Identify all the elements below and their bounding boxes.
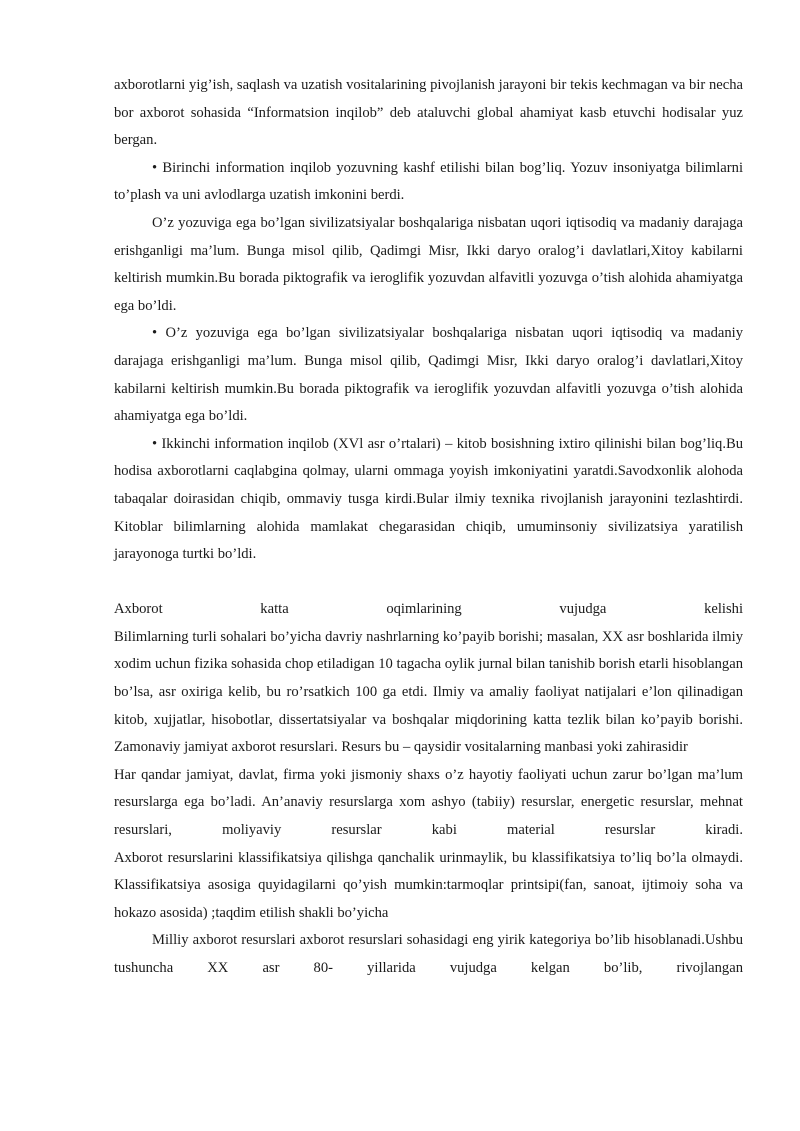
- paragraph-writing-civilizations: O’z yozuviga ega bo’lgan sivilizatsiyalar boshqalariga nisbatan uqori iqtisodiq va madaniy darajaga erishganligi ma’lum. Bunga misol qilib, Qadimgi Misr, Ikki daryo oralog’i davlatlari,Xitoy kabilarni keltirish mumkin.Bu borada piktografik va ieroglifik yozuvdan alfavitli yozuvga o’tish alohida ahamiyatga ega bo’ldi.: [114, 214, 743, 314]
- bullet-first-revolution: • Birinchi information inqilob yozuvning kashf etilishi bilan bog’liq. Yozuv insoniyatga bilimlarni to’plash va uni avlodlarga uzatish imkonini berdi.: [114, 155, 743, 210]
- bullet-writing-civilizations: • O’z yozuviga ega bo’lgan sivilizatsiyalar boshqalariga nisbatan uqori iqtisodiq va madaniy darajaga erishganligi ma’lum. Bunga misol qilib, Qadimgi Misr, Ikki daryo oralog’i davlatlari,Xitoy kabilarni keltirish mumkin.Bu borada piktografik va ieroglifik yozuvdan alfavitli yozuvga o’tish alohida ahamiyatga ega bo’ldi.: [114, 320, 743, 430]
- paragraph-modern-resources: Zamonaviy jamiyat axborot resurslari. Resurs bu – qaysidir vositalarning manbasi yoki zahirasidir: [114, 739, 688, 756]
- paragraph-traditional-resources: Har qandar jamiyat, davlat, firma yoki jismoniy shaxs o’z hayotiy faoliyati uchun zarur bo’lgan ma’lum resurslarga ega bo’ladi. An’anaviy resurslarga xom ashyo (tabiiy) resurslar, energetic resurslar, mehnat resurslari, moliyaviy resurslar kabi material resurslar kiradi.: [114, 766, 743, 839]
- paragraph-periodicals: Bilimlarning turli sohalari bo’yicha davriy nashrlarning ko’payib borishi; masalan, XX asr boshlarida ilmiy xodim uchun fizika sohasida chop etiladigan 10 tagacha oylik jurnal bilan tanishib borish etarli hisoblangan bo’lsa, asr oxiriga kelib, bu ro’rsatkich 100 ga etdi. Ilmiy va amaliy faoliyat natijalari e’lon qilinadigan kitob, xujjatlar, hisobotlar, dissertatsiyalar va boshqalar miqdorining katta tezlik bilan ko’payib borishi.: [114, 628, 743, 728]
- bullet-second-revolution: • Ikkinchi information inqilob (XVl asr o’rtalari) – kitob bosishning ixtiro qilinishi bilan bog’liq.Bu hodisa axborotlarni caqlabgina qolmay, ularni ommaga yoyish imkoniyatini yaratdi.Savodxonlik alohoda tabaqalar doirasidan chiqib, ommaviy tusga kirdi.Bular ilmiy texnika rivojlanish jarayonini tezlashtirdi. Kitoblar bilimlarning alohida mamlakat chegarasidan chiqib, umuminsoniy sivilizatsiya yaratilish jarayonoga turtki bo’ldi.: [114, 431, 743, 569]
- heading-information-flows: Axborot katta oqimlarining vujudga kelishi: [114, 601, 743, 618]
- blank-line: [114, 569, 743, 597]
- paragraph-national-resources: Milliy axborot resurslari axborot resurslari sohasidagi eng yirik kategoriya bo’lib hisoblanadi.Ushbu tushuncha XX asr 80- yillarida vujudga kelgan bo’lib, rivojlangan: [114, 932, 743, 976]
- paragraph-intro: axborotlarni yig’ish, saqlash va uzatish vositalarining pivojlanish jarayoni bir tekis kechmagan va bir necha bor axborot sohasida “Informatsion inqilob” deb ataluvchi global ahamiyat kasb etuvchi hodisalar yuz bergan.: [114, 77, 743, 149]
- paragraph-classification: Axborot resurslarini klassifikatsiya qilishga qanchalik urinmaylik, bu klassifikatsiya to’liq bo’la olmaydi. Klassifikatsiya asosiga quyidagilarni qo’yish mumkin:tarmoqlar printsipi(fan, sanoat, ijtimoiy soha va hokazo asosida) ;taqdim etilish shakli bo’yicha: [114, 849, 743, 921]
